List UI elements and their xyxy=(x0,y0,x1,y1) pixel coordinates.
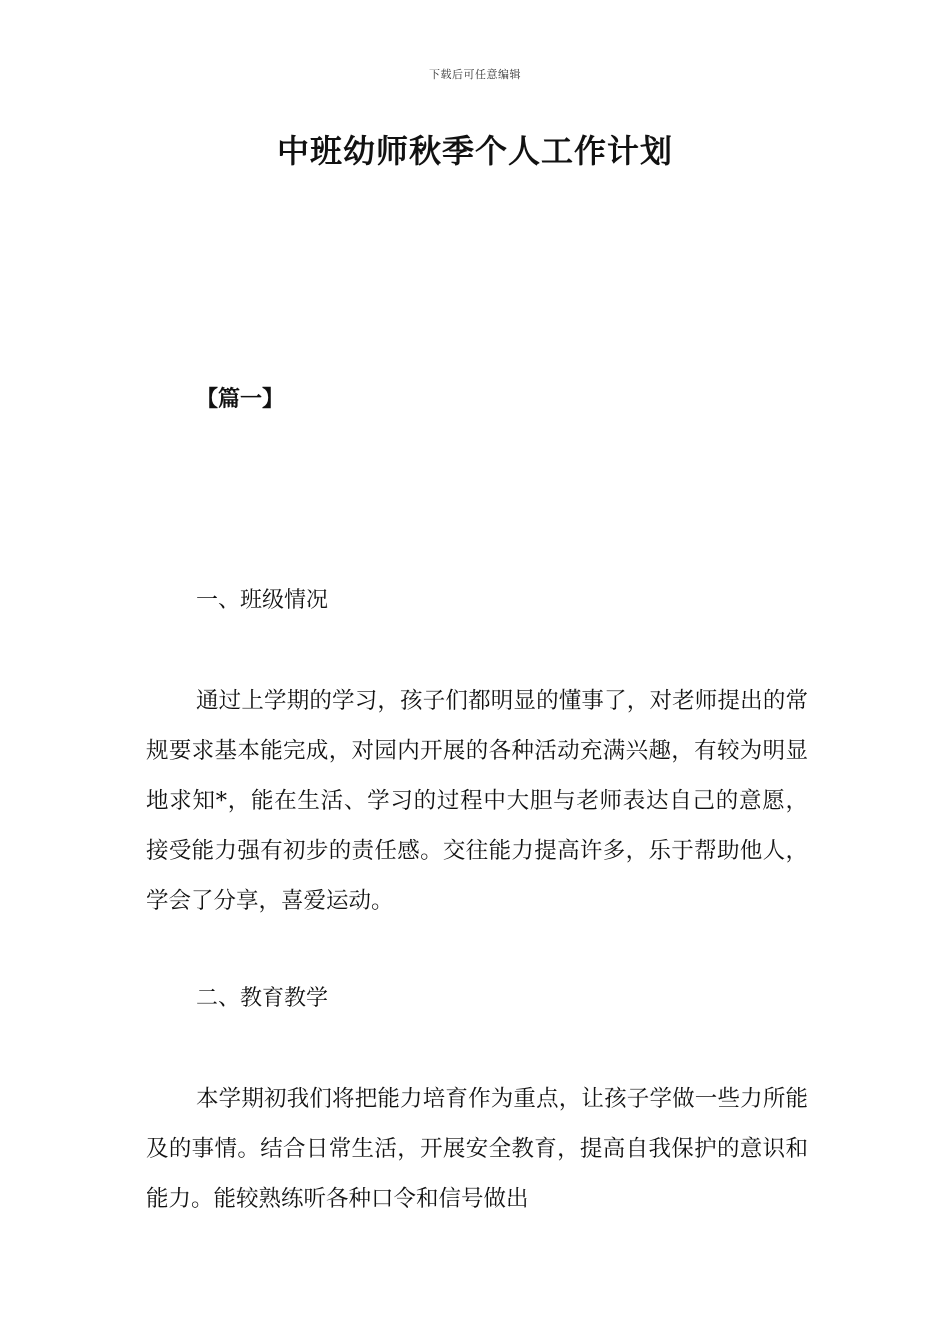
section-tag: 【篇一】 xyxy=(196,386,285,412)
section-paragraph-education-teaching: 本学期初我们将把能力培育作为重点，让孩子学做一些力所能及的事情。结合日常生活，开展安全教育，提高自我保护的意识和能力。能较熟练听各种口令和信号做出 xyxy=(146,1086,808,1212)
header-note: 下载后可任意编辑 xyxy=(429,68,521,81)
document-title: 中班幼师秋季个人工作计划 xyxy=(276,132,673,170)
section-heading-class-situation: 一、班级情况 xyxy=(196,588,329,613)
section-heading-education-teaching: 二、教育教学 xyxy=(196,986,329,1011)
section-paragraph-class-situation: 通过上学期的学习，孩子们都明显的懂事了，对老师提出的常规要求基本能完成，对园内开展的各种活动充满兴趣，有较为明显地求知*，能在生活、学习的过程中大胆与老师表达自己的意愿，接受能力强有初步的责任感。交往能力提高许多，乐于帮助他人，学会了分享，喜爱运动。 xyxy=(146,688,808,914)
